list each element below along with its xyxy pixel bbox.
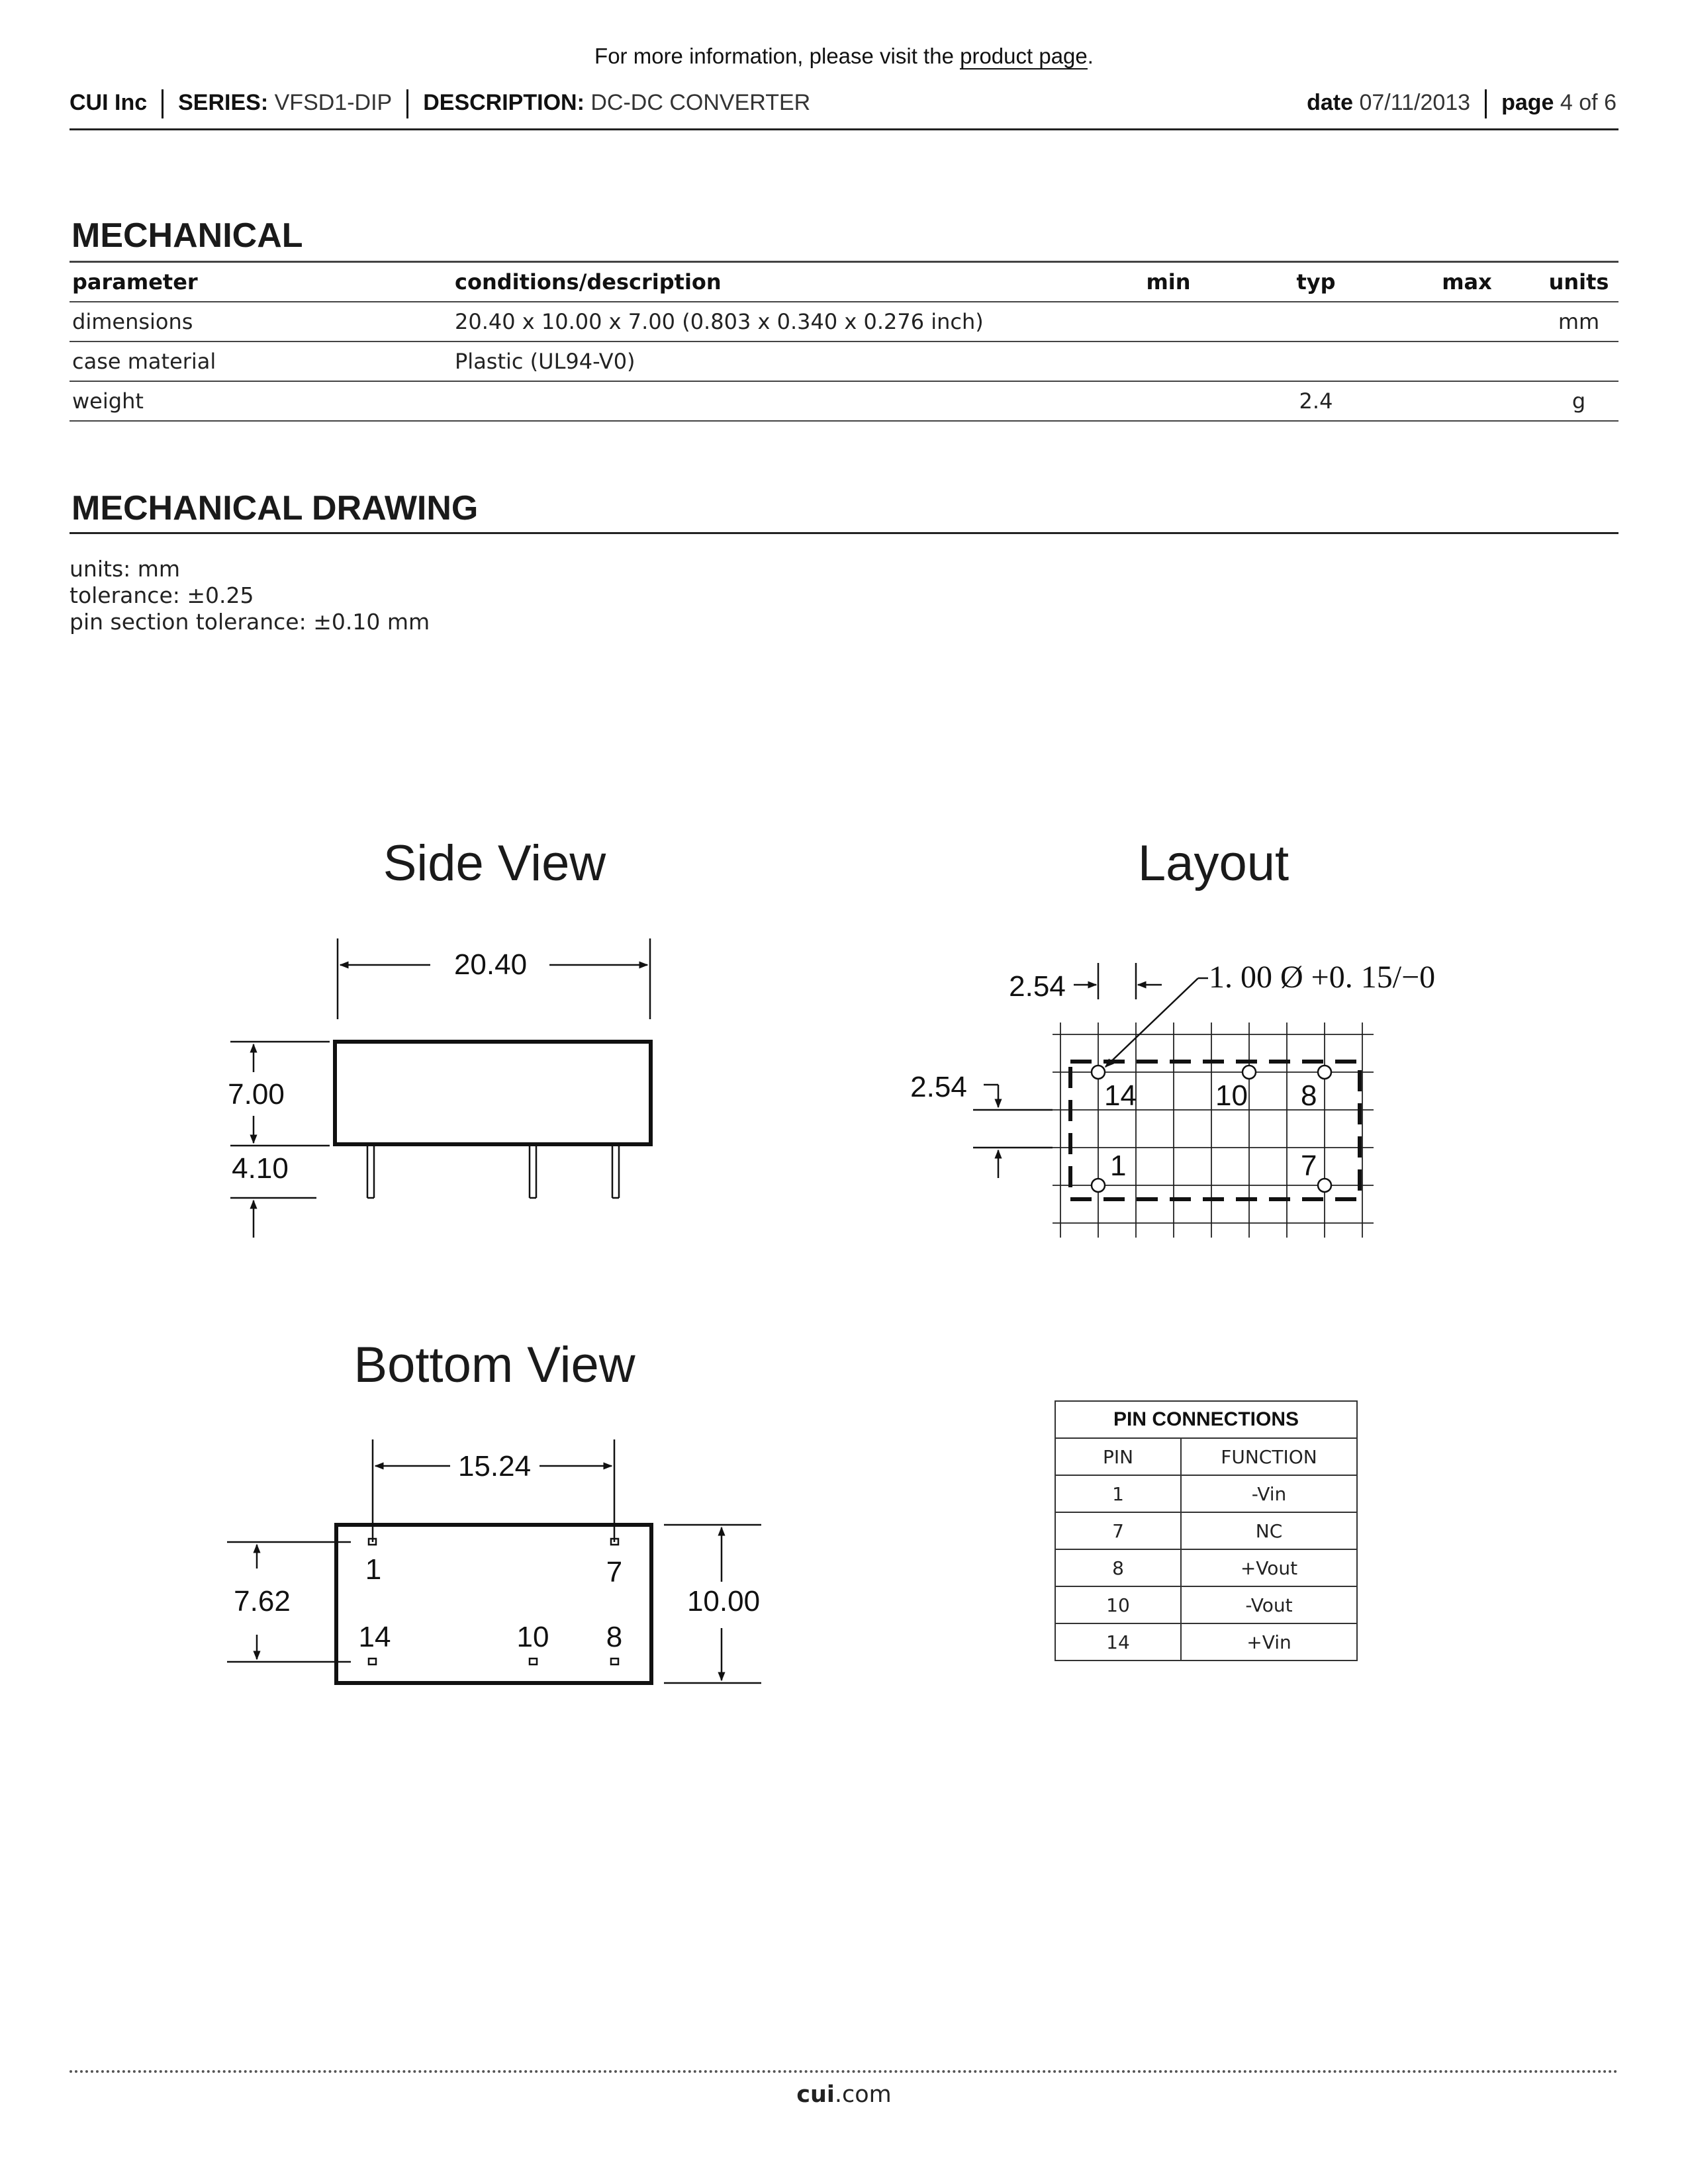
layout-title: Layout	[1137, 835, 1289, 891]
col-conditions: conditions/description	[452, 262, 1100, 302]
bottom-pin-1: 1	[365, 1553, 382, 1586]
product-page-link[interactable]: product page	[960, 44, 1088, 68]
company-name: CUI Inc	[70, 89, 148, 115]
units-note: units: mm	[70, 556, 181, 582]
col-units: units	[1539, 262, 1618, 302]
table-row: weight 2.4 g	[70, 381, 1618, 421]
series-value: VFSD1-DIP	[274, 89, 393, 115]
document-header: CUI Inc SERIES: VFSD1-DIP DESCRIPTION: DC-DC CONVERTER	[70, 89, 810, 118]
side-pin-dim: 4.10	[232, 1152, 289, 1185]
document-date-page: date 07/11/2013 page 4 of 6	[1307, 89, 1617, 118]
layout-grid	[1053, 1023, 1374, 1238]
bottom-body-dim: 10.00	[686, 1585, 761, 1617]
page-number: 4 of 6	[1560, 89, 1617, 115]
footer-brand: cui	[796, 2081, 835, 2108]
tolerance-note: tolerance: ±0.25	[70, 582, 254, 608]
side-view-drawing	[230, 938, 651, 1238]
layout-pin-7: 7	[1301, 1150, 1317, 1182]
layout-pin-1: 1	[1110, 1150, 1127, 1182]
bottom-pin-14: 14	[358, 1621, 391, 1653]
pin-tolerance-note: pin section tolerance: ±0.10 mm	[70, 609, 430, 635]
table-row: dimensions 20.40 x 10.00 x 7.00 (0.803 x 0.340 x 0.276 inch) mm	[70, 302, 1618, 341]
side-width-dim: 20.40	[453, 948, 528, 981]
col-pin: PIN	[1055, 1438, 1181, 1475]
table-row: 1 -Vin	[1055, 1475, 1357, 1512]
col-typ: typ	[1237, 262, 1395, 302]
layout-pin-10: 10	[1215, 1079, 1248, 1112]
mechanical-drawing-title: MECHANICAL DRAWING	[71, 489, 479, 527]
pin-connections-table	[1055, 1400, 1358, 1661]
bottom-row-span: 7.62	[234, 1585, 291, 1617]
layout-pin-14: 14	[1104, 1079, 1137, 1112]
doc-date: 07/11/2013	[1359, 89, 1471, 115]
footer-domain: .com	[834, 2081, 892, 2108]
col-max: max	[1395, 262, 1539, 302]
layout-pin-8: 8	[1301, 1079, 1317, 1112]
bottom-pin-8: 8	[606, 1621, 623, 1653]
side-height-dim: 7.00	[228, 1078, 285, 1111]
bottom-pin-10: 10	[516, 1621, 549, 1653]
side-view-title: Side View	[383, 835, 606, 891]
table-row: 10 -Vout	[1055, 1586, 1357, 1623]
footer-rule	[70, 2070, 1618, 2073]
table-row: 14 +Vin	[1055, 1623, 1357, 1661]
product-page-note: For more information, please visit the product page.	[594, 44, 1094, 68]
layout-hole-spec: 1. 00 Ø +0. 15/−0	[1209, 960, 1436, 995]
layout-pitch-y: 2.54	[910, 1071, 967, 1103]
bottom-pin-span: 15.24	[457, 1450, 532, 1482]
col-min: min	[1100, 262, 1237, 302]
footer-link[interactable]	[0, 2081, 1688, 2108]
mechanical-title: MECHANICAL	[71, 216, 303, 255]
table-row: case material Plastic (UL94-V0)	[70, 341, 1618, 381]
table-row: 7 NC	[1055, 1512, 1357, 1549]
col-function: FUNCTION	[1181, 1438, 1357, 1475]
layout-pitch-x: 2.54	[1009, 970, 1066, 1003]
pin-connections-title: PIN CONNECTIONS	[1055, 1401, 1357, 1438]
description-value: DC-DC CONVERTER	[590, 89, 811, 115]
table-row: 8 +Vout	[1055, 1549, 1357, 1586]
pin-table-header-row	[1055, 1438, 1357, 1475]
bottom-pin-7: 7	[606, 1556, 623, 1588]
bottom-view-title: Bottom View	[353, 1337, 635, 1393]
col-parameter: parameter	[70, 262, 452, 302]
